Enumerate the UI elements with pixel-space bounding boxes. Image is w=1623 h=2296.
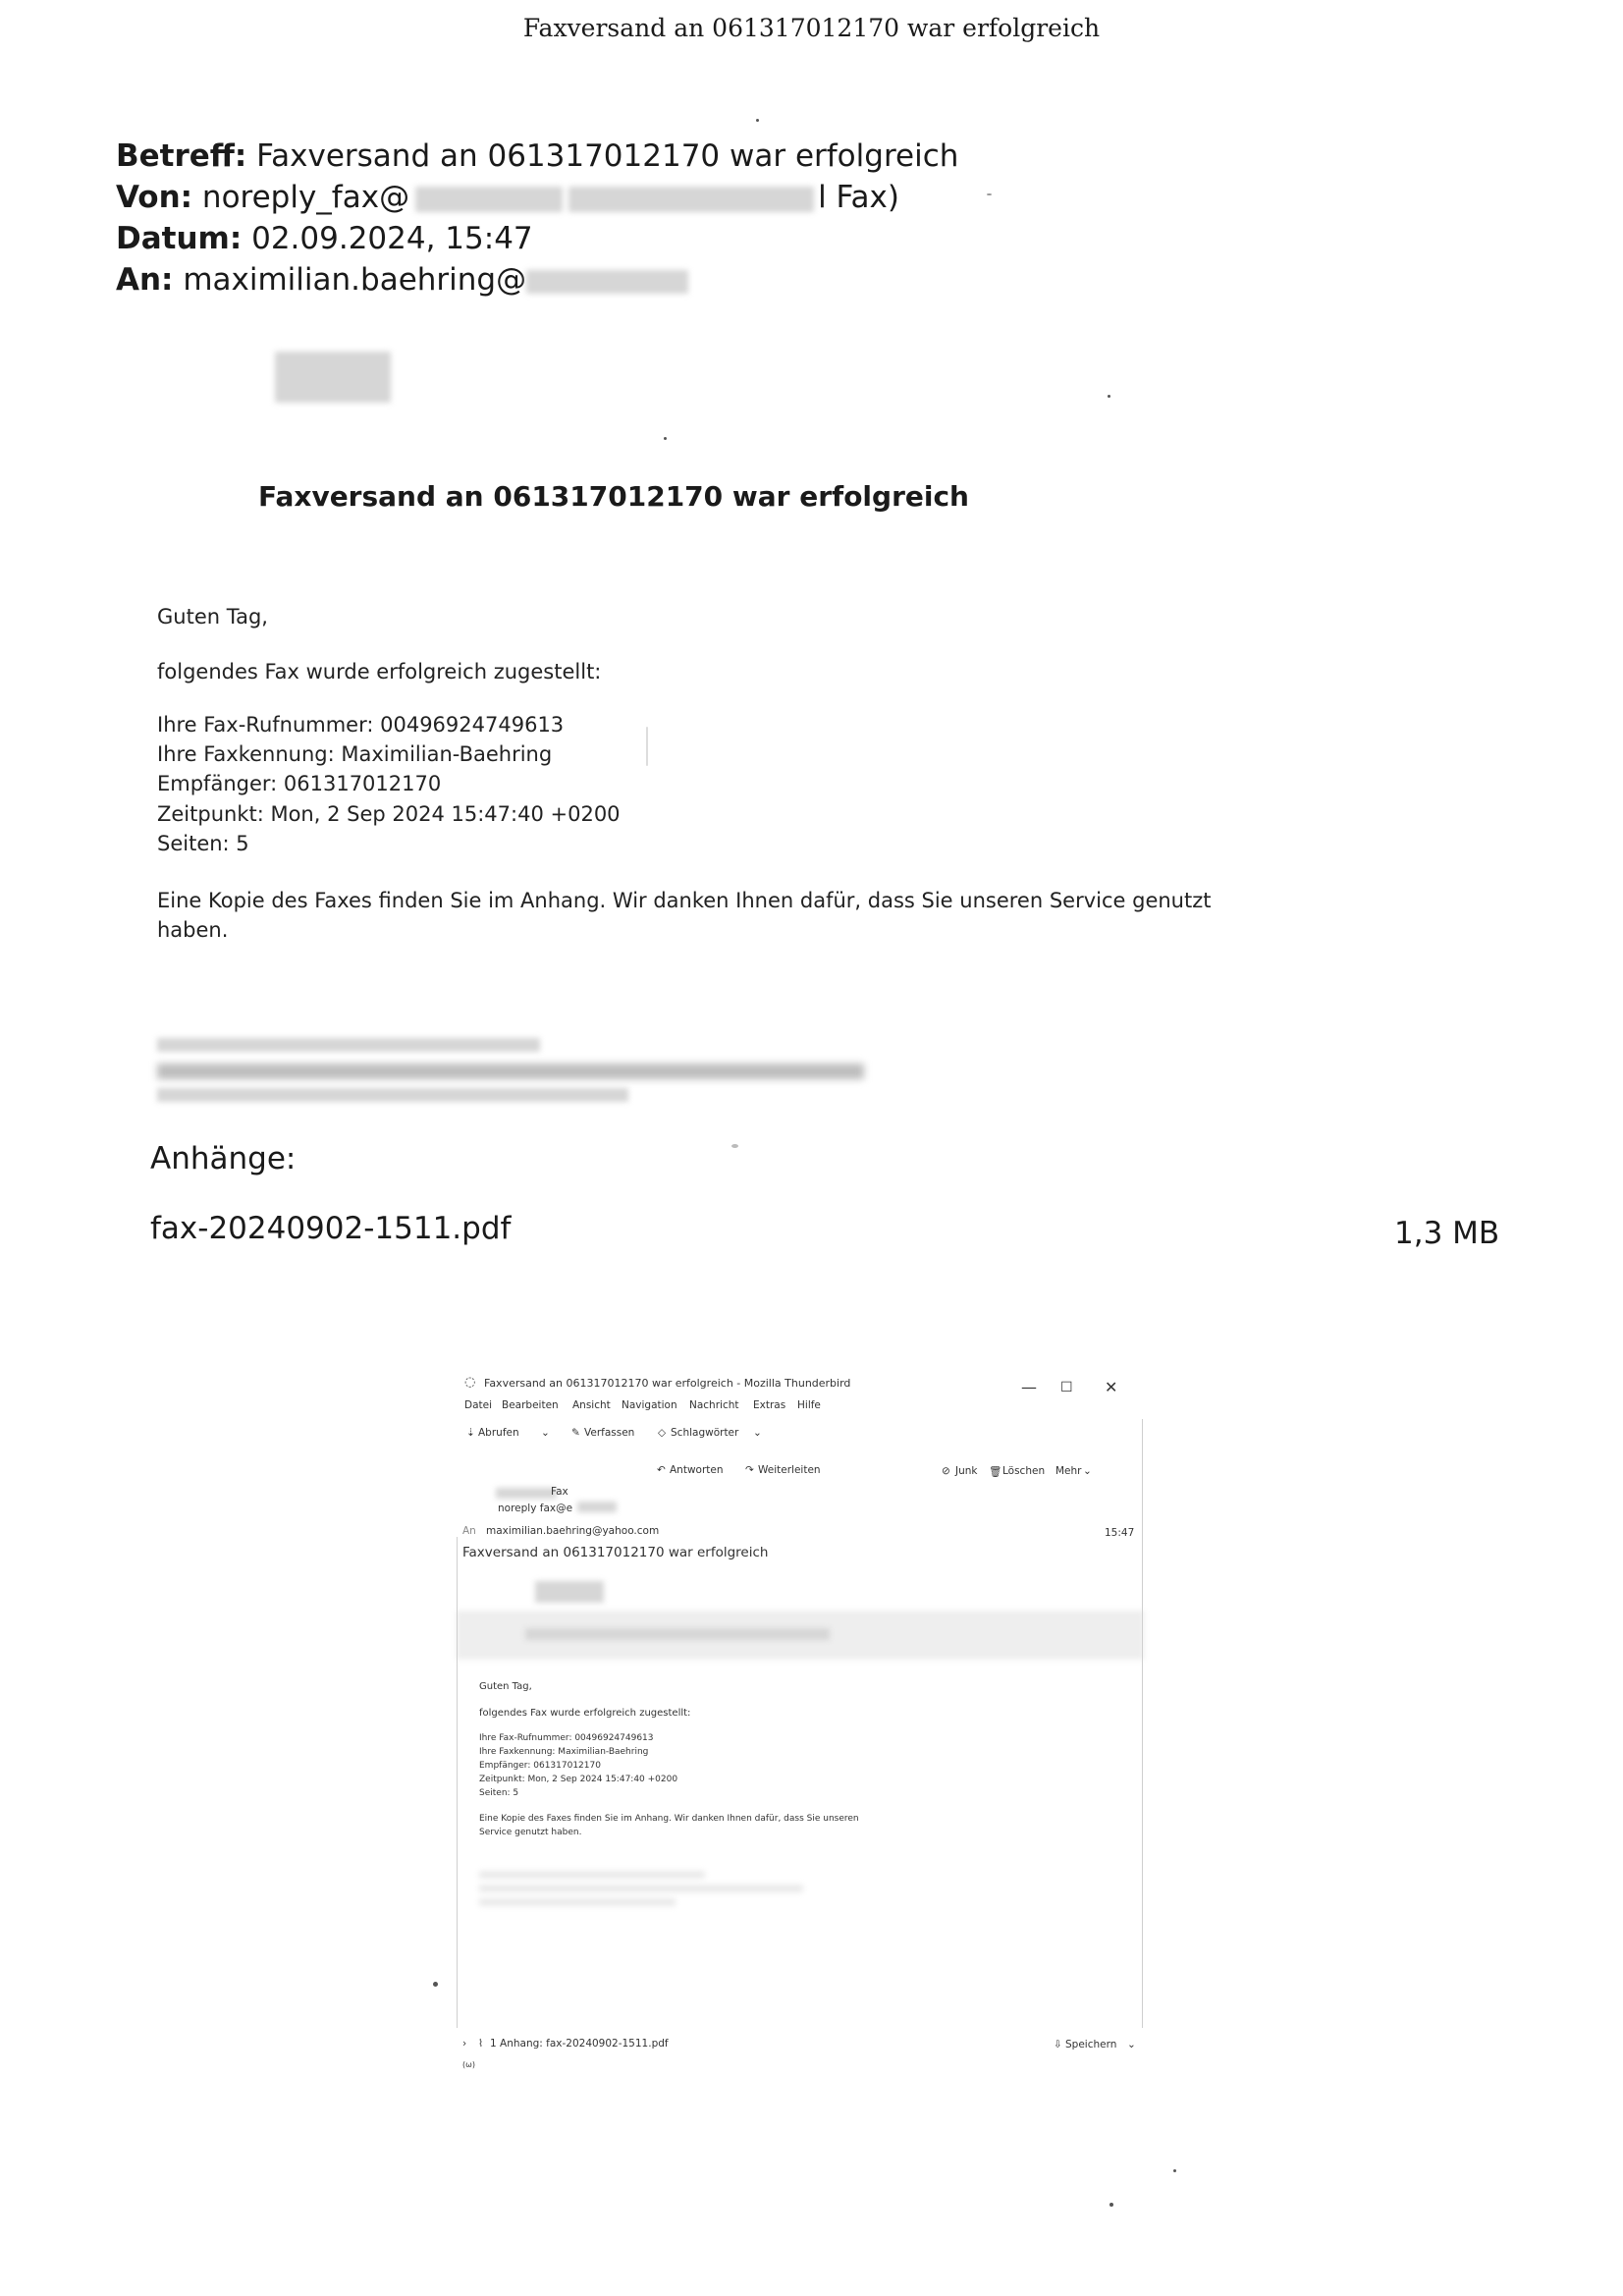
redacted-block (568, 187, 814, 212)
attachment-bar-label[interactable]: 1 Anhang: fax-20240902-1511.pdf (490, 2038, 669, 2050)
detail-recipient: Empfänger: 061317012170 (157, 772, 442, 795)
chevron-right-icon[interactable]: › (462, 2038, 467, 2050)
redacted-signature-line (157, 1038, 540, 1052)
redacted-logo (535, 1581, 604, 1603)
reply-button[interactable]: Antworten (670, 1464, 724, 1476)
to-address[interactable]: maximilian.baehring@yahoo.com (486, 1525, 660, 1537)
menu-datei[interactable]: Datei (464, 1399, 493, 1411)
scan-speck (1108, 395, 1110, 398)
scan-speck (646, 727, 648, 766)
shot-detail-fax-id: Ihre Faxkennung: Maximilian-Baehring (479, 1747, 649, 1757)
redacted-block (526, 270, 688, 294)
mail-heading: Faxversand an 061317012170 war erfolgreich (258, 480, 969, 513)
subject-value: Faxversand an 061317012170 war erfolgreich (256, 138, 959, 174)
minimize-button[interactable]: — (1021, 1378, 1037, 1396)
menu-hilfe[interactable]: Hilfe (797, 1399, 821, 1411)
scan-speck (1109, 2203, 1113, 2207)
save-button[interactable]: Speichern (1065, 2039, 1117, 2050)
chevron-down-icon[interactable]: ⌄ (541, 1427, 550, 1439)
redacted-signature-line (157, 1088, 628, 1102)
paperclip-icon: ⌇ (478, 2038, 484, 2050)
more-button[interactable]: Mehr (1055, 1465, 1082, 1477)
shot-detail-recipient: Empfänger: 061317012170 (479, 1761, 601, 1771)
tags-button[interactable]: Schlagwörter (671, 1427, 739, 1439)
to-line (116, 259, 688, 301)
delete-button[interactable]: Löschen (1002, 1465, 1046, 1477)
redacted-signature (479, 1885, 803, 1892)
chevron-down-icon[interactable]: ⌄ (1083, 1465, 1092, 1477)
attachments-label: Anhänge: (150, 1141, 297, 1176)
redacted-sender-name (496, 1488, 557, 1499)
close-button[interactable]: ✕ (1105, 1378, 1118, 1396)
detail-fax-number: Ihre Fax-Rufnummer: 00496924749613 (157, 713, 565, 737)
scan-speck (433, 1982, 438, 1987)
thunderbird-screenshot (457, 1370, 1144, 2097)
attachment-file-name[interactable]: fax-20240902-1511.pdf (150, 1211, 512, 1246)
window-edge-right (1142, 1419, 1143, 2028)
scan-speck (1173, 2169, 1176, 2172)
sender-name: Fax (551, 1486, 568, 1498)
subject-label: Betreff: (116, 138, 247, 174)
redacted-sender-email (577, 1502, 617, 1512)
junk-icon: ⊘ (942, 1465, 950, 1477)
from-value-start: noreply_fax@ (201, 180, 410, 215)
shot-closing-line1: Eine Kopie des Faxes finden Sie im Anhang. Wir danken Ihnen dafür, dass Sie unseren (479, 1814, 859, 1824)
redacted-heading (525, 1628, 830, 1640)
window-edge-left (457, 1537, 458, 2028)
intro-text: folgendes Fax wurde erfolgreich zugestellt: (157, 660, 602, 683)
message-subject: Faxversand an 061317012170 war erfolgreich (462, 1545, 769, 1560)
reply-icon: ↶ (657, 1464, 666, 1476)
shot-detail-pages: Seiten: 5 (479, 1788, 519, 1798)
trash-icon: 🗑 (989, 1466, 1002, 1478)
redacted-signature-line (157, 1064, 864, 1079)
date-label: Datum: (116, 221, 243, 256)
closing-text-line1: Eine Kopie des Faxes finden Sie im Anhang. Wir danken Ihnen dafür, dass Sie unseren Service genutzt (157, 889, 1212, 912)
greeting: Guten Tag, (157, 605, 268, 629)
chevron-down-icon[interactable]: ⌄ (1127, 2039, 1136, 2050)
detail-pages: Seiten: 5 (157, 832, 249, 855)
scan-speck (664, 437, 667, 440)
attachment-file-size: 1,3 MB (1394, 1216, 1500, 1251)
redacted-logo (275, 352, 391, 403)
pencil-icon: ✎ (571, 1427, 580, 1439)
menu-bearbeiten[interactable]: Bearbeiten (502, 1399, 559, 1411)
to-label: An: (116, 262, 174, 298)
from-label: Von: (116, 180, 193, 215)
date-value: 02.09.2024, 15:47 (251, 221, 533, 256)
thunderbird-icon: ◌ (464, 1375, 476, 1390)
compose-button[interactable]: Verfassen (584, 1427, 635, 1439)
chevron-down-icon[interactable]: ⌄ (753, 1427, 762, 1439)
forward-button[interactable]: Weiterleiten (758, 1464, 821, 1476)
to-value-start: maximilian.baehring@ (183, 262, 527, 298)
menu-navigation[interactable]: Navigation (622, 1399, 677, 1411)
shot-closing-line2: Service genutzt haben. (479, 1828, 582, 1837)
window-title: Faxversand an 061317012170 war erfolgreich - Mozilla Thunderbird (484, 1377, 851, 1390)
from-value-end: l Fax) (818, 180, 899, 215)
shot-greeting: Guten Tag, (479, 1681, 532, 1692)
fetch-button[interactable]: Abrufen (478, 1427, 519, 1439)
menu-ansicht[interactable]: Ansicht (572, 1399, 611, 1411)
from-line (116, 177, 899, 218)
tag-icon: ◇ (658, 1427, 667, 1439)
maximize-button[interactable]: ☐ (1060, 1380, 1073, 1395)
scan-speck (731, 1144, 738, 1148)
detail-timestamp: Zeitpunkt: Mon, 2 Sep 2024 15:47:40 +0200 (157, 802, 621, 826)
to-prefix: An (462, 1525, 476, 1537)
shot-intro: folgendes Fax wurde erfolgreich zugestellt: (479, 1708, 691, 1719)
menu-extras[interactable]: Extras (753, 1399, 786, 1411)
download-icon: ⇩ (1054, 2039, 1062, 2050)
subject-line (116, 136, 958, 177)
scan-speck (987, 193, 992, 195)
date-line (116, 218, 533, 259)
fetch-icon: ⇣ (466, 1427, 475, 1439)
detail-fax-id: Ihre Faxkennung: Maximilian-Baehring (157, 742, 553, 766)
shot-detail-fax-number: Ihre Fax-Rufnummer: 00496924749613 (479, 1733, 654, 1743)
redacted-signature (479, 1898, 676, 1906)
redacted-signature (479, 1871, 705, 1879)
shot-detail-timestamp: Zeitpunkt: Mon, 2 Sep 2024 15:47:40 +0200 (479, 1775, 678, 1784)
closing-text-line2: haben. (157, 918, 229, 942)
redacted-block (415, 187, 563, 212)
sender-email[interactable]: noreply fax@e (498, 1503, 573, 1514)
menu-nachricht[interactable]: Nachricht (689, 1399, 739, 1411)
forward-icon: ↷ (745, 1464, 754, 1476)
page-title: Faxversand an 061317012170 war erfolgreich (522, 14, 1101, 42)
time-label: 15:47 (1105, 1527, 1135, 1539)
scan-speck (756, 119, 759, 122)
status-indicator: (ω) (462, 2060, 475, 2069)
junk-button[interactable]: Junk (955, 1465, 978, 1477)
